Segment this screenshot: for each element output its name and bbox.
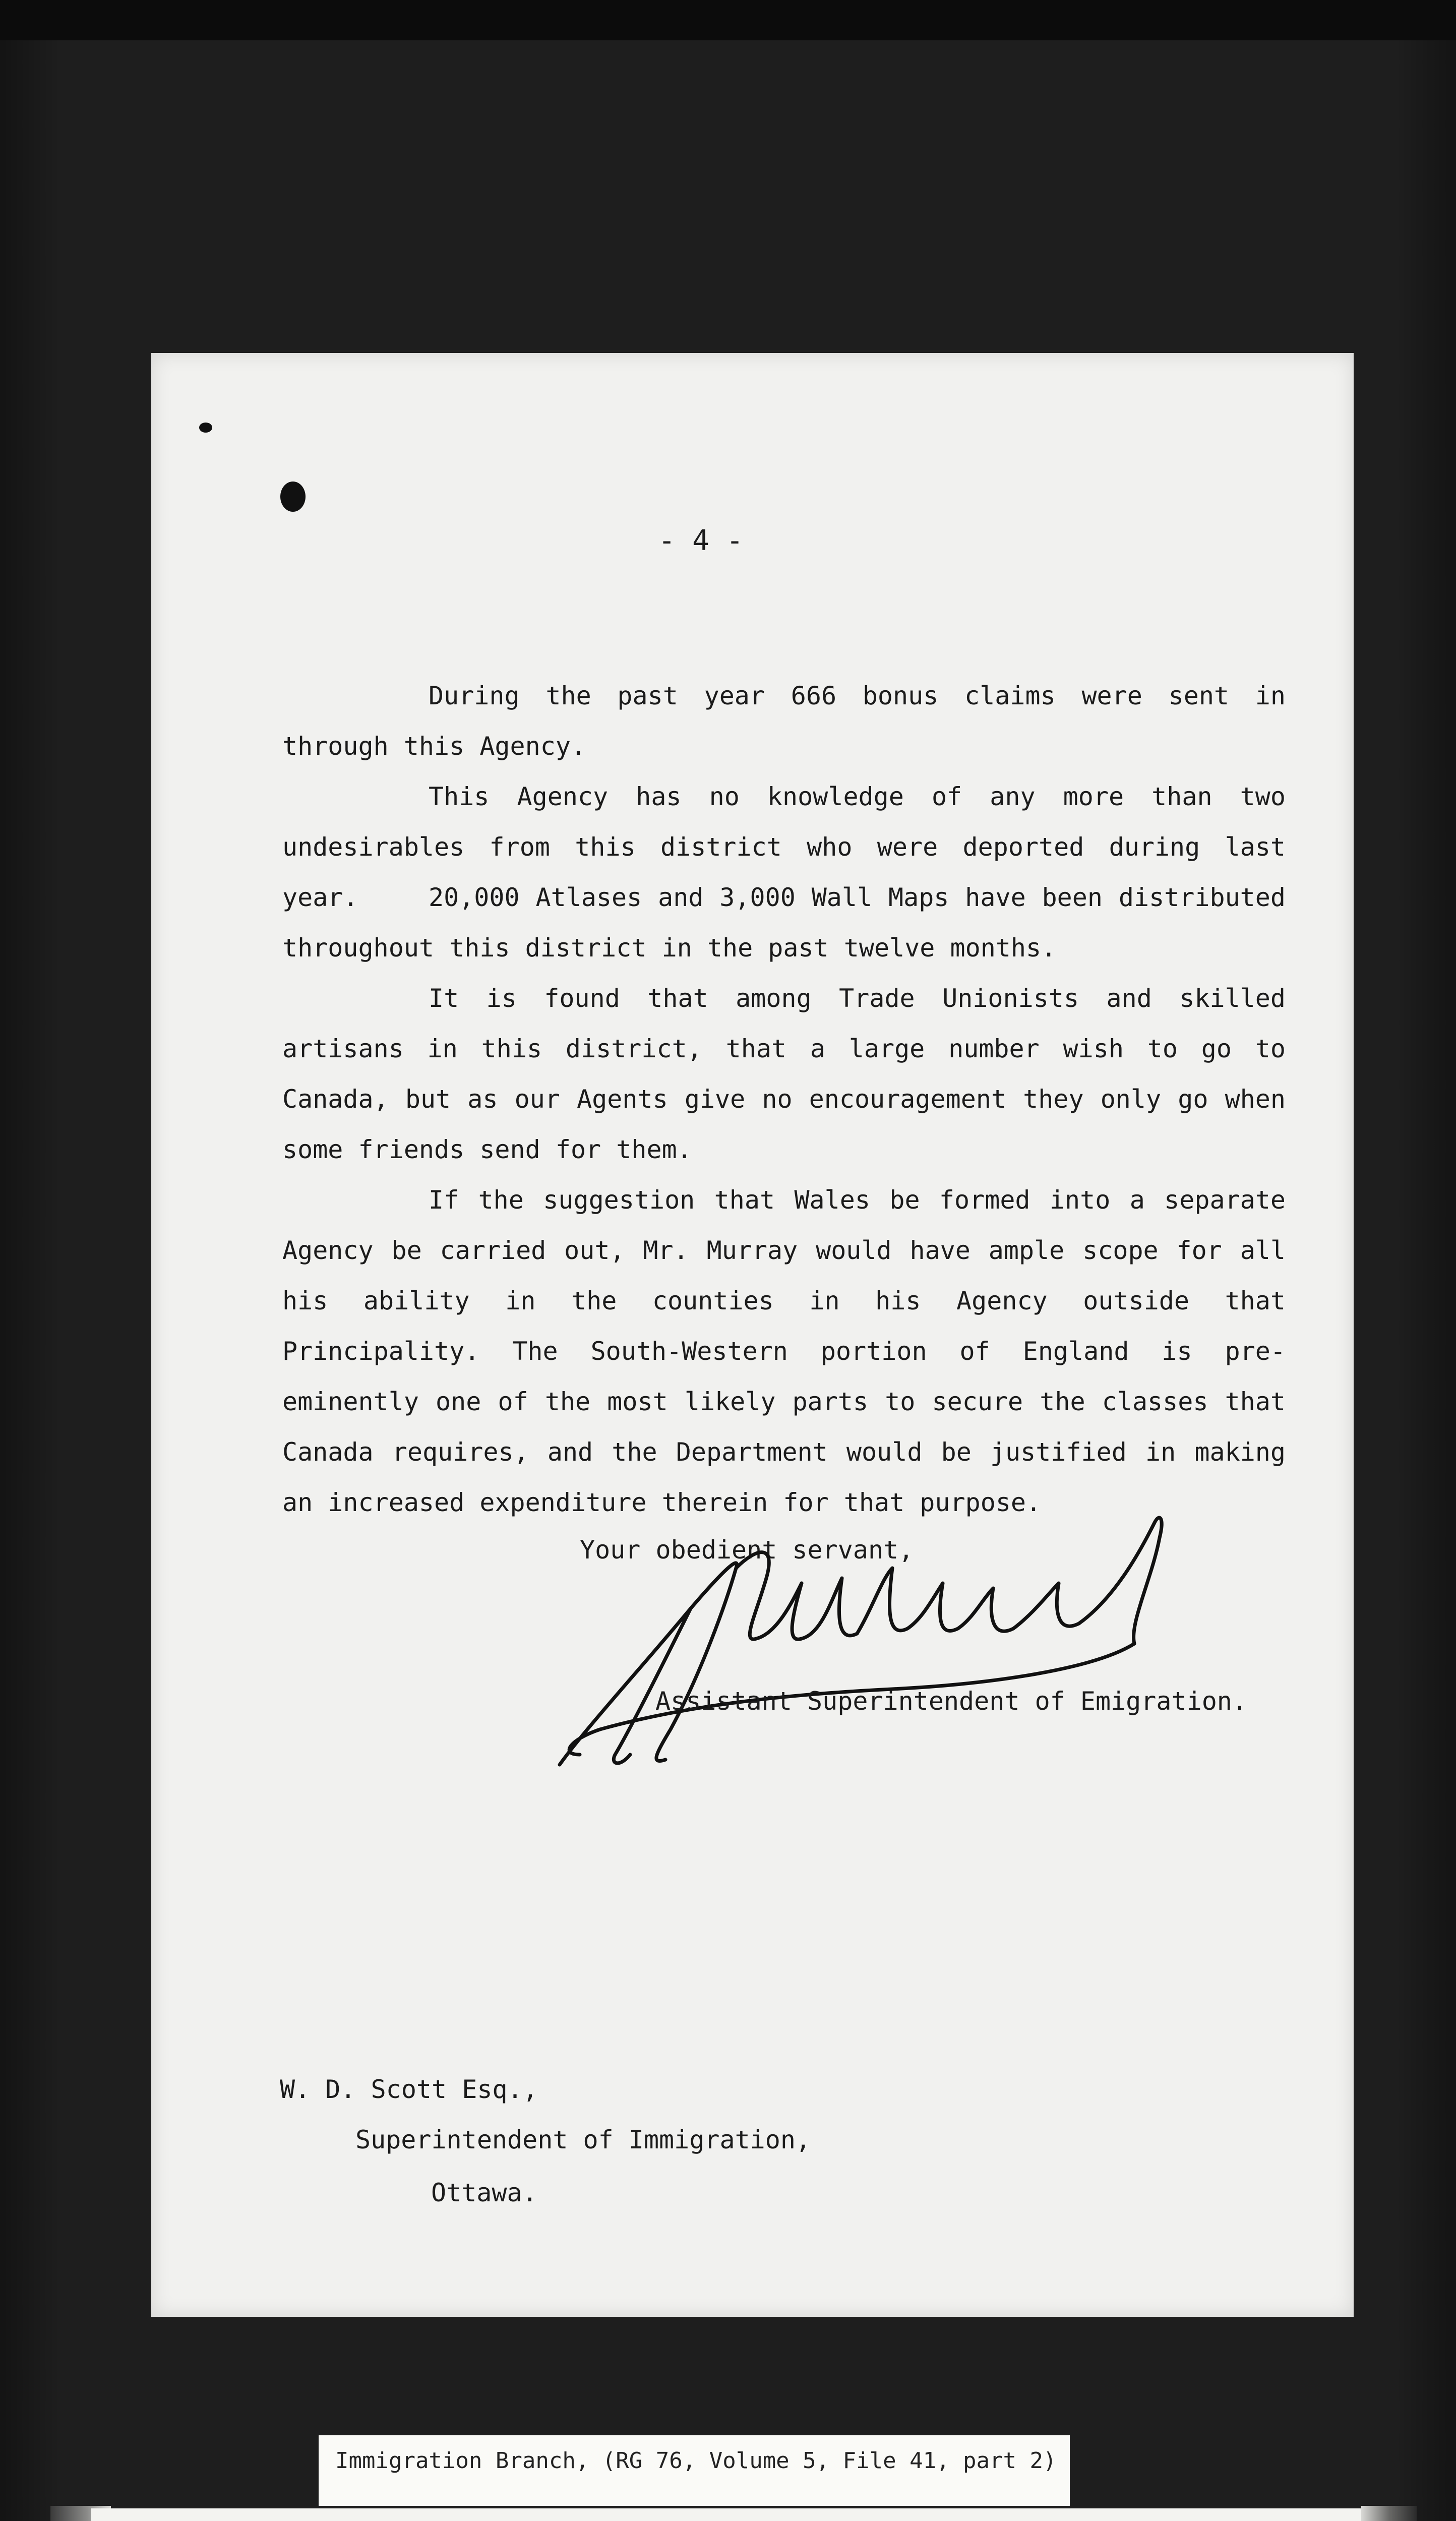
paragraph-wales-agency: If the suggestion that Wales be formed into a separate Agency be carried out, Mr. Murray would have ample scope for all his ability in the counties in his Agency outside that Principality. The South-Western portion of England is pre-eminently one of the most likely parts to secure the classes that Canada requires, and the Department would be justified in making an increased expenditure therein for that purpose. [282, 1185, 1286, 1517]
paragraph-deportations: This Agency has no knowledge of any more than two undesirables from this district who were deported during last year. [282, 782, 1286, 912]
scan-top-edge [0, 0, 1456, 40]
signer-title: Assistant Superintendent of Emigration. [655, 1687, 1247, 1716]
paragraph-bonus-claims: During the past year 666 bonus claims were sent in through this Agency. [282, 681, 1286, 761]
stamp-right-edge [1361, 2506, 1417, 2521]
handwritten-signature [539, 1492, 1180, 1775]
ink-spot [280, 482, 306, 512]
addressee-name: W. D. Scott Esq., [280, 2075, 538, 2104]
closing-salutation: Your obedient servant, [580, 1535, 914, 1565]
page-number: - 4 - [658, 524, 744, 557]
paragraph-trade-unionists: It is found that among Trade Unionists and skilled artisans in this district, that a large number wish to go to Canada, but as our Agents give no encouragement they only go when some friends send for them. [282, 984, 1286, 1164]
addressee-title: Superintendent of Immigration, [355, 2125, 811, 2154]
archive-reference-text: Immigration Branch, (RG 76, Volume 5, File 41, part 2) [335, 2448, 1057, 2474]
archives-stamp-card [91, 2508, 1397, 2521]
addressee-city: Ottawa. [431, 2178, 537, 2207]
ink-spot [199, 423, 212, 433]
paragraph-atlases: 20,000 Atlases and 3,000 Wall Maps have been distributed throughout this district in the past twelve months. [282, 883, 1286, 963]
